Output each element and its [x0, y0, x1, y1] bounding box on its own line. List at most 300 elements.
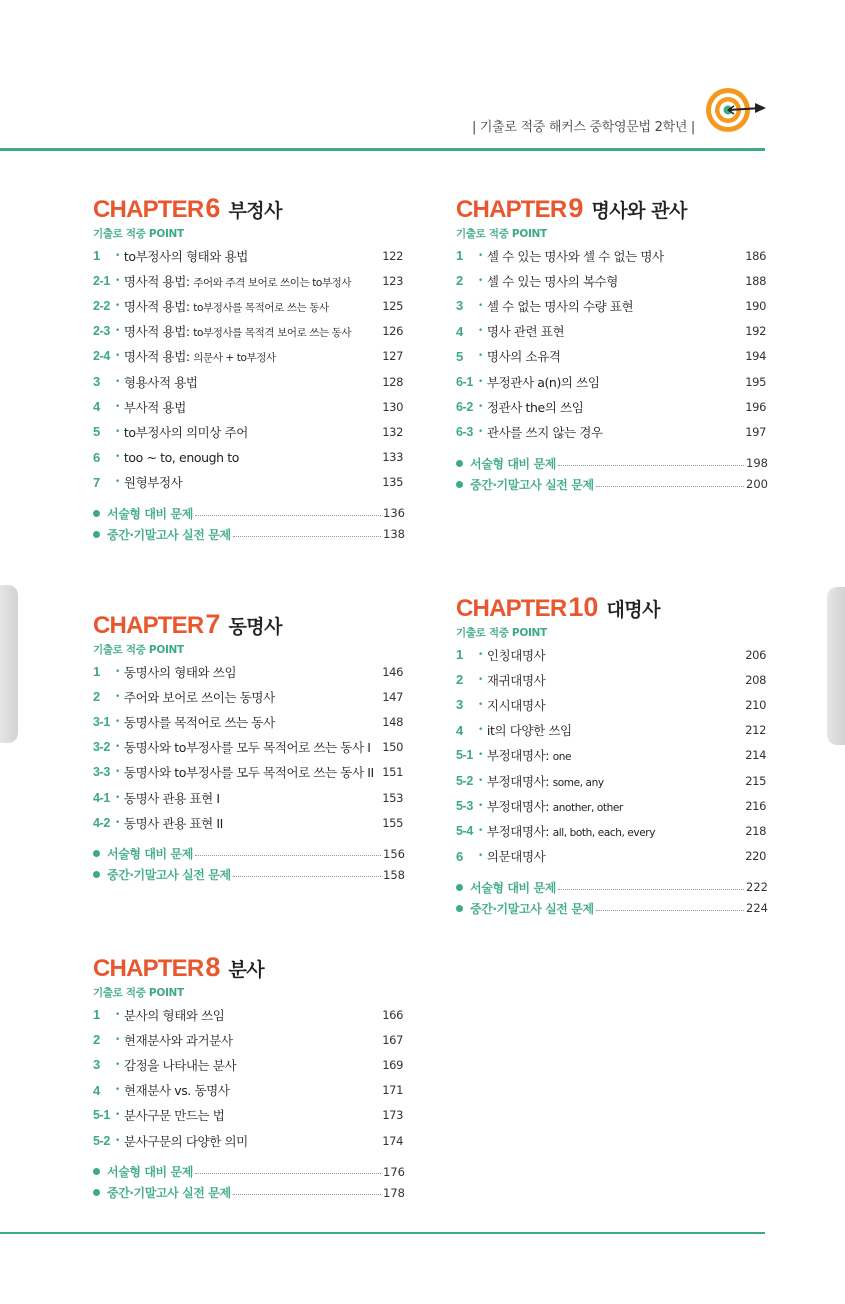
item-title-main: 분사구문 만드는 법 — [123, 1108, 225, 1124]
toc-item[interactable] — [93, 709, 403, 734]
exercise-label: 서술형 대비 문제 — [470, 880, 556, 895]
exercise-list — [93, 843, 403, 885]
bullet-icon: • — [478, 275, 483, 286]
exercise-item[interactable] — [456, 474, 766, 495]
item-page: 125 — [382, 298, 403, 313]
exercise-item[interactable] — [93, 524, 403, 545]
chapter-number: 10 — [568, 592, 599, 622]
item-title-main: 동명사와 to부정사를 모두 목적어로 쓰는 동사 I — [123, 740, 371, 756]
item-title-main: 분사구문의 다양한 의미 — [123, 1133, 248, 1149]
item-title — [487, 847, 738, 865]
toc-item[interactable] — [456, 419, 766, 444]
toc-item[interactable] — [93, 344, 403, 369]
item-title-main: to부정사의 형태와 용법 — [123, 248, 248, 264]
toc-item[interactable] — [93, 243, 403, 268]
chapter-number: 8 — [205, 952, 221, 982]
item-title-main: 명사적 용법: — [123, 298, 194, 314]
item-title-main: 형용사적 용법 — [123, 374, 198, 390]
item-title-detail: to부정사를 목적격 보어로 쓰는 동사 — [193, 327, 352, 340]
item-page: 132 — [382, 424, 403, 439]
toc-item[interactable] — [93, 394, 403, 419]
exercise-item[interactable] — [456, 898, 766, 919]
item-title-main: 명사적 용법: — [123, 324, 194, 340]
item-title — [124, 1106, 375, 1124]
item-number: 2 — [456, 672, 463, 688]
item-title-main: too ~ to, enough to — [123, 449, 239, 465]
item-title — [124, 814, 375, 832]
item-title — [487, 696, 738, 714]
dotted-leader — [558, 889, 744, 890]
exercise-label: 서술형 대비 문제 — [107, 847, 193, 862]
item-title-main: 재귀대명사 — [486, 672, 546, 688]
bullet-icon: • — [478, 825, 483, 836]
item-title — [487, 272, 738, 290]
toc-item-list — [93, 243, 403, 495]
item-title-main: 동명사와 to부정사를 모두 목적어로 쓰는 동사 II — [123, 765, 374, 781]
exercise-page: 198 — [746, 456, 768, 470]
item-title-main: 의문대명사 — [486, 849, 546, 865]
bullet-icon: • — [478, 351, 483, 362]
toc-item[interactable] — [93, 1002, 403, 1027]
chapter-word: CHAPTER — [93, 955, 204, 982]
bullet-icon: • — [115, 742, 120, 753]
toc-item[interactable] — [456, 768, 766, 793]
bullet-icon: • — [115, 351, 120, 362]
toc-item[interactable] — [456, 818, 766, 843]
item-number: 1 — [456, 647, 463, 663]
toc-item[interactable] — [93, 470, 403, 495]
item-title — [487, 746, 738, 764]
item-title-detail: some, any — [552, 776, 604, 789]
item-page: 174 — [382, 1133, 403, 1148]
chapter-10-section — [456, 592, 766, 919]
chapter-word: CHAPTER — [93, 612, 204, 639]
exercise-label: 서술형 대비 문제 — [107, 1165, 193, 1180]
exercise-page: 178 — [383, 1185, 405, 1200]
toc-item[interactable] — [456, 743, 766, 768]
item-page: 190 — [745, 298, 766, 313]
bullet-icon: • — [478, 775, 483, 786]
item-page: 216 — [745, 798, 766, 813]
dot-icon — [93, 850, 100, 857]
item-title-main: 명사의 소유격 — [486, 349, 561, 365]
dotted-leader — [596, 910, 744, 911]
dot-icon — [456, 905, 463, 912]
item-page: 214 — [745, 748, 766, 763]
item-title — [487, 822, 738, 840]
dot-icon — [456, 460, 463, 467]
point-subtitle: 기출로 적중 POINT — [456, 627, 547, 639]
left-page-tab — [0, 585, 18, 743]
chapter-name: 동명사 — [228, 616, 282, 638]
toc-item[interactable] — [456, 718, 766, 743]
bullet-icon: • — [115, 477, 120, 488]
bullet-icon: • — [478, 851, 483, 862]
item-number: 5-2 — [93, 1133, 110, 1148]
item-title-detail: another, other — [552, 801, 623, 814]
item-title — [124, 473, 375, 491]
toc-item[interactable] — [456, 844, 766, 869]
dotted-leader — [596, 486, 744, 487]
item-title — [124, 373, 375, 391]
chapter-word: CHAPTER — [456, 196, 567, 223]
chapter-title — [93, 952, 403, 982]
dot-icon — [93, 531, 100, 538]
item-title — [124, 663, 375, 681]
exercise-label: 중간·기말고사 실전 문제 — [107, 868, 231, 883]
toc-item[interactable] — [93, 735, 403, 760]
item-title — [487, 721, 738, 739]
item-title-main: 부정관사 a(n)의 쓰임 — [486, 374, 600, 390]
bullet-icon: • — [478, 376, 483, 387]
exercise-item[interactable] — [93, 864, 403, 885]
exercise-list — [456, 453, 766, 495]
item-title — [487, 646, 738, 664]
item-title-main: 부정대명사: — [486, 798, 553, 814]
item-page: 133 — [382, 450, 403, 465]
toc-item[interactable] — [93, 1078, 403, 1103]
item-title-main: 동명사의 형태와 쓰임 — [123, 664, 237, 680]
dotted-leader — [195, 515, 381, 516]
dot-icon — [93, 1168, 100, 1175]
target-arrow-icon — [700, 86, 770, 136]
item-page: 166 — [382, 1007, 403, 1022]
dotted-leader — [195, 1173, 381, 1174]
bullet-icon: • — [478, 326, 483, 337]
exercise-page: 200 — [746, 477, 768, 491]
exercise-item[interactable] — [93, 1161, 403, 1182]
item-number: 5-3 — [456, 798, 473, 813]
item-title — [124, 1056, 375, 1074]
item-page: 188 — [745, 273, 766, 288]
exercise-item[interactable] — [456, 877, 766, 898]
bullet-icon: • — [115, 300, 120, 311]
item-title — [124, 423, 375, 441]
item-title — [124, 1132, 375, 1150]
toc-item[interactable] — [93, 1052, 403, 1077]
toc-item-list — [93, 1002, 403, 1153]
item-title — [487, 797, 738, 815]
item-number: 2 — [456, 273, 463, 289]
dotted-leader — [233, 536, 381, 537]
item-number: 3-3 — [93, 765, 110, 780]
item-number: 5-2 — [456, 773, 473, 788]
item-title-main: 동명사를 목적어로 쓰는 동사 — [123, 714, 275, 730]
item-title — [487, 398, 738, 416]
toc-item[interactable] — [456, 243, 766, 268]
item-page: 130 — [382, 399, 403, 414]
right-page-tab — [827, 587, 845, 745]
item-page: 122 — [382, 248, 403, 263]
item-number: 6 — [456, 848, 463, 864]
chapter-9-section — [456, 193, 766, 495]
item-title-main: 셀 수 없는 명사의 수량 표현 — [486, 298, 634, 314]
item-title — [124, 713, 375, 731]
dot-icon — [93, 1189, 100, 1196]
bullet-icon: • — [478, 725, 483, 736]
item-title — [487, 322, 738, 340]
chapter-title — [93, 193, 403, 223]
exercise-list — [93, 503, 403, 545]
running-header: | 기출로 적중 해커스 중학영문법 2학년 | — [472, 120, 695, 135]
item-number: 3 — [93, 374, 100, 390]
item-title-main: 현재분사와 과거분사 — [123, 1032, 233, 1048]
item-title-main: 부정대명사: — [486, 773, 553, 789]
item-title-detail: to부정사를 목적어로 쓰는 동사 — [193, 301, 329, 314]
item-title-main: to부정사의 의미상 주어 — [123, 424, 248, 440]
point-subtitle: 기출로 적중 POINT — [93, 228, 184, 240]
item-title-detail: one — [552, 751, 572, 764]
chapter-name: 명사와 관사 — [591, 200, 687, 222]
item-number: 7 — [93, 474, 100, 490]
item-number: 3-1 — [93, 714, 110, 729]
toc-item[interactable] — [93, 268, 403, 293]
item-number: 4 — [93, 1082, 100, 1098]
chapter-title — [456, 592, 766, 622]
toc-item[interactable] — [93, 684, 403, 709]
toc-item[interactable] — [456, 369, 766, 394]
item-page: 212 — [745, 723, 766, 738]
toc-item[interactable] — [93, 419, 403, 444]
item-page: 186 — [745, 248, 766, 263]
item-title — [124, 1006, 375, 1024]
item-number: 4-1 — [93, 790, 110, 805]
footer-rule — [0, 1232, 765, 1234]
bullet-icon: • — [478, 401, 483, 412]
bullet-icon: • — [478, 674, 483, 685]
item-title-main: 부정대명사: — [486, 748, 553, 764]
item-number: 2 — [93, 1032, 100, 1048]
item-title — [487, 347, 738, 365]
item-title — [124, 450, 375, 465]
item-page: 151 — [382, 765, 403, 780]
item-page: 195 — [745, 374, 766, 389]
exercise-page: 224 — [746, 901, 768, 916]
exercise-page: 138 — [383, 527, 405, 542]
item-title-main: 원형부정사 — [123, 475, 183, 491]
item-title-main: 셀 수 있는 명사의 복수형 — [486, 273, 618, 289]
toc-item[interactable] — [456, 394, 766, 419]
item-number: 5-1 — [456, 748, 473, 763]
item-title-main: 분사의 형태와 쓰임 — [123, 1007, 225, 1023]
item-number: 1 — [456, 248, 463, 264]
point-subtitle: 기출로 적중 POINT — [456, 228, 547, 240]
chapter-word: CHAPTER — [456, 595, 567, 622]
item-title-main: 인칭대명사 — [486, 647, 546, 663]
chapter-6-section — [93, 193, 403, 545]
dot-icon — [456, 884, 463, 891]
toc-item[interactable] — [93, 369, 403, 394]
item-page: 147 — [382, 689, 403, 704]
item-number: 3 — [93, 1057, 100, 1073]
item-number: 2-3 — [93, 324, 110, 339]
bullet-icon: • — [115, 817, 120, 828]
item-title-main: 감정을 나타내는 분사 — [123, 1057, 237, 1073]
toc-item[interactable] — [456, 642, 766, 667]
toc-item[interactable] — [93, 760, 403, 785]
bullet-icon: • — [115, 691, 120, 702]
item-number: 6-3 — [456, 424, 473, 439]
toc-item[interactable] — [456, 793, 766, 818]
item-page: 210 — [745, 697, 766, 712]
item-title — [124, 347, 375, 365]
dot-icon — [93, 871, 100, 878]
item-title-main: 주어와 보어로 쓰이는 동명사 — [123, 689, 275, 705]
toc-item[interactable] — [456, 293, 766, 318]
item-page: 153 — [382, 790, 403, 805]
item-page: 146 — [382, 664, 403, 679]
toc-item[interactable] — [456, 319, 766, 344]
bullet-icon: • — [115, 1085, 120, 1096]
toc-item[interactable] — [93, 445, 403, 470]
bullet-icon: • — [115, 1034, 120, 1045]
bullet-icon: • — [115, 767, 120, 778]
exercise-label: 중간·기말고사 실전 문제 — [107, 527, 231, 542]
item-title — [124, 247, 375, 265]
item-title-main: 동명사 관용 표현 II — [123, 815, 223, 831]
point-subtitle: 기출로 적중 POINT — [93, 644, 184, 656]
toc-item[interactable] — [93, 293, 403, 318]
toc-item[interactable] — [93, 810, 403, 835]
item-number: 6-2 — [456, 399, 473, 414]
chapter-title — [456, 193, 766, 223]
item-title — [487, 772, 738, 790]
exercise-list — [93, 1161, 403, 1203]
item-number: 1 — [93, 664, 100, 680]
exercise-page: 156 — [383, 846, 405, 861]
bullet-icon: • — [115, 792, 120, 803]
toc-item[interactable] — [93, 319, 403, 344]
toc-item[interactable] — [456, 268, 766, 293]
item-number: 2-2 — [93, 298, 110, 313]
item-title — [124, 688, 375, 706]
toc-item[interactable] — [93, 785, 403, 810]
item-number: 5-1 — [93, 1108, 110, 1123]
item-title — [487, 247, 738, 265]
bullet-icon: • — [115, 401, 120, 412]
item-page: 126 — [382, 324, 403, 339]
chapter-8-section — [93, 952, 403, 1203]
item-page: 150 — [382, 740, 403, 755]
exercise-label: 서술형 대비 문제 — [107, 506, 193, 521]
item-title — [487, 373, 738, 391]
exercise-label: 서술형 대비 문제 — [470, 456, 556, 471]
item-number: 6-1 — [456, 374, 473, 389]
bullet-icon: • — [115, 376, 120, 387]
dot-icon — [456, 481, 463, 488]
item-title — [487, 423, 738, 441]
item-page: 135 — [382, 475, 403, 490]
item-page: 220 — [745, 849, 766, 864]
header-rule — [0, 148, 765, 151]
item-page: 218 — [745, 823, 766, 838]
item-title-main: 정관사 the의 쓰임 — [486, 399, 584, 415]
toc-item-list — [456, 243, 766, 445]
item-title — [124, 763, 375, 781]
item-title-main: 명사적 용법: — [123, 349, 194, 365]
exercise-page: 136 — [383, 506, 405, 521]
exercise-label: 중간·기말고사 실전 문제 — [470, 477, 594, 492]
chapter-7-section — [93, 609, 403, 885]
item-page: 128 — [382, 374, 403, 389]
item-page: 206 — [745, 647, 766, 662]
item-page: 171 — [382, 1083, 403, 1098]
toc-item[interactable] — [93, 659, 403, 684]
item-number: 4-2 — [93, 815, 110, 830]
bullet-icon: • — [478, 699, 483, 710]
point-subtitle: 기출로 적중 POINT — [93, 987, 184, 999]
toc-item[interactable] — [456, 692, 766, 717]
item-page: 167 — [382, 1032, 403, 1047]
item-title-main: 지시대명사 — [486, 697, 546, 713]
bullet-icon: • — [478, 800, 483, 811]
exercise-item[interactable] — [93, 503, 403, 524]
item-number: 4 — [456, 722, 463, 738]
item-number: 5-4 — [456, 823, 473, 838]
item-title — [124, 789, 375, 807]
item-title — [487, 671, 738, 689]
exercise-item[interactable] — [456, 453, 766, 474]
item-title-main: 관사를 쓰지 않는 경우 — [486, 424, 603, 440]
bullet-icon: • — [115, 1135, 120, 1146]
toc-item-list — [93, 659, 403, 835]
toc-item[interactable] — [93, 1027, 403, 1052]
item-title-main: 현재분사 vs. 동명사 — [123, 1083, 230, 1099]
item-title-main: 명사적 용법: — [123, 273, 194, 289]
chapter-number: 9 — [568, 193, 584, 223]
bullet-icon: • — [115, 716, 120, 727]
dotted-leader — [195, 855, 381, 856]
item-number: 1 — [93, 248, 100, 264]
bullet-icon: • — [478, 250, 483, 261]
item-page: 173 — [382, 1108, 403, 1123]
exercise-item[interactable] — [93, 1182, 403, 1203]
toc-item[interactable] — [456, 667, 766, 692]
toc-item[interactable] — [93, 1103, 403, 1128]
item-number: 5 — [93, 424, 100, 440]
item-title — [487, 297, 738, 315]
bullet-icon: • — [115, 1110, 120, 1121]
item-page: 127 — [382, 349, 403, 364]
item-title — [124, 322, 375, 340]
item-title — [124, 272, 375, 290]
chapter-word: CHAPTER — [93, 196, 204, 223]
item-number: 2-4 — [93, 349, 110, 364]
item-number: 2 — [93, 689, 100, 705]
item-number: 4 — [93, 399, 100, 415]
bullet-icon: • — [115, 452, 120, 463]
dotted-leader — [558, 465, 744, 466]
chapter-title — [93, 609, 403, 639]
exercise-item[interactable] — [93, 843, 403, 864]
item-page: 196 — [745, 399, 766, 414]
chapter-name: 분사 — [228, 959, 265, 981]
item-number: 3-2 — [93, 740, 110, 755]
exercise-page: 176 — [383, 1164, 405, 1179]
toc-item[interactable] — [93, 1128, 403, 1153]
item-page: 197 — [745, 424, 766, 439]
item-title-main: 명사 관련 표현 — [486, 324, 565, 340]
bullet-icon: • — [115, 250, 120, 261]
item-title-detail: 주어와 주격 보어로 쓰이는 to부정사 — [193, 276, 352, 289]
item-page: 194 — [745, 349, 766, 364]
bullet-icon: • — [478, 300, 483, 311]
item-page: 208 — [745, 672, 766, 687]
chapter-number: 6 — [205, 193, 221, 223]
toc-item[interactable] — [456, 344, 766, 369]
item-title — [124, 738, 375, 756]
exercise-label: 중간·기말고사 실전 문제 — [107, 1186, 231, 1201]
